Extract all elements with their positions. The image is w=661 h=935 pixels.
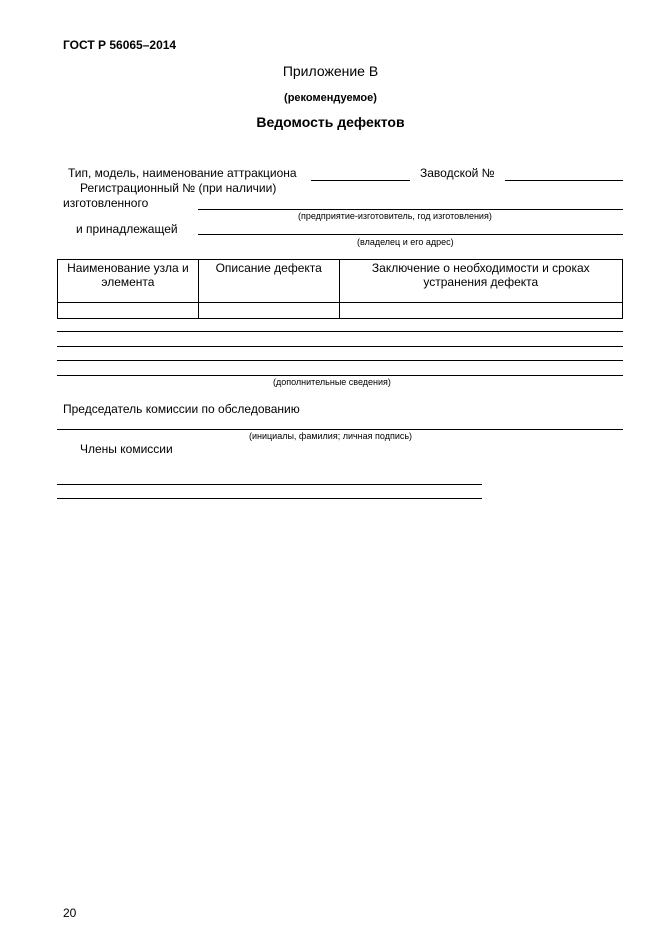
members-label: Члены комиссии — [80, 442, 173, 456]
table-cell[interactable] — [58, 303, 199, 319]
standard-code: ГОСТ Р 56065–2014 — [63, 38, 177, 52]
additional-line-4[interactable] — [57, 375, 623, 376]
additional-line-1[interactable] — [57, 331, 623, 332]
member-line-1[interactable] — [57, 484, 482, 485]
table-row — [58, 303, 623, 319]
owner-field-line[interactable] — [198, 234, 623, 235]
appendix-label: Приложение В — [282, 63, 379, 79]
table-cell[interactable] — [339, 303, 622, 319]
serial-label: Заводской № — [420, 166, 495, 180]
manufacturer-caption: (предприятие-изготовитель, год изготовления) — [298, 211, 492, 221]
header-defect-description: Описание дефекта — [198, 260, 339, 303]
page-number: 20 — [63, 906, 77, 920]
chairman-caption: (инициалы, фамилия; личная подпись) — [249, 431, 413, 441]
header-conclusion: Заключение о необходимости и сроках устранения дефекта — [339, 260, 622, 303]
additional-line-2[interactable] — [57, 346, 623, 347]
table-cell[interactable] — [198, 303, 339, 319]
header-node-element: Наименование узла и элемента — [58, 260, 199, 303]
manufactured-label: изготовленного — [63, 196, 149, 210]
table-header-row — [58, 260, 623, 303]
chairman-label: Председатель комиссии по обследованию — [63, 402, 300, 416]
document-title: Ведомость дефектов — [256, 114, 405, 130]
appendix-status: (рекомендуемое) — [284, 92, 377, 104]
manufacturer-field-line[interactable] — [198, 209, 623, 210]
registration-label: Регистрационный № (при наличии) — [80, 181, 277, 195]
member-line-2[interactable] — [57, 498, 482, 499]
defects-table — [57, 259, 623, 319]
attraction-label: Тип, модель, наименование аттракциона — [68, 166, 297, 180]
attraction-field-line[interactable] — [311, 180, 410, 181]
additional-line-3[interactable] — [57, 360, 623, 361]
owner-caption: (владелец и его адрес) — [357, 237, 454, 247]
chairman-signature-line[interactable] — [57, 429, 623, 430]
owned-label: и принадлежащей — [76, 222, 178, 236]
serial-field-line[interactable] — [505, 180, 623, 181]
additional-caption: (дополнительные сведения) — [273, 377, 391, 387]
